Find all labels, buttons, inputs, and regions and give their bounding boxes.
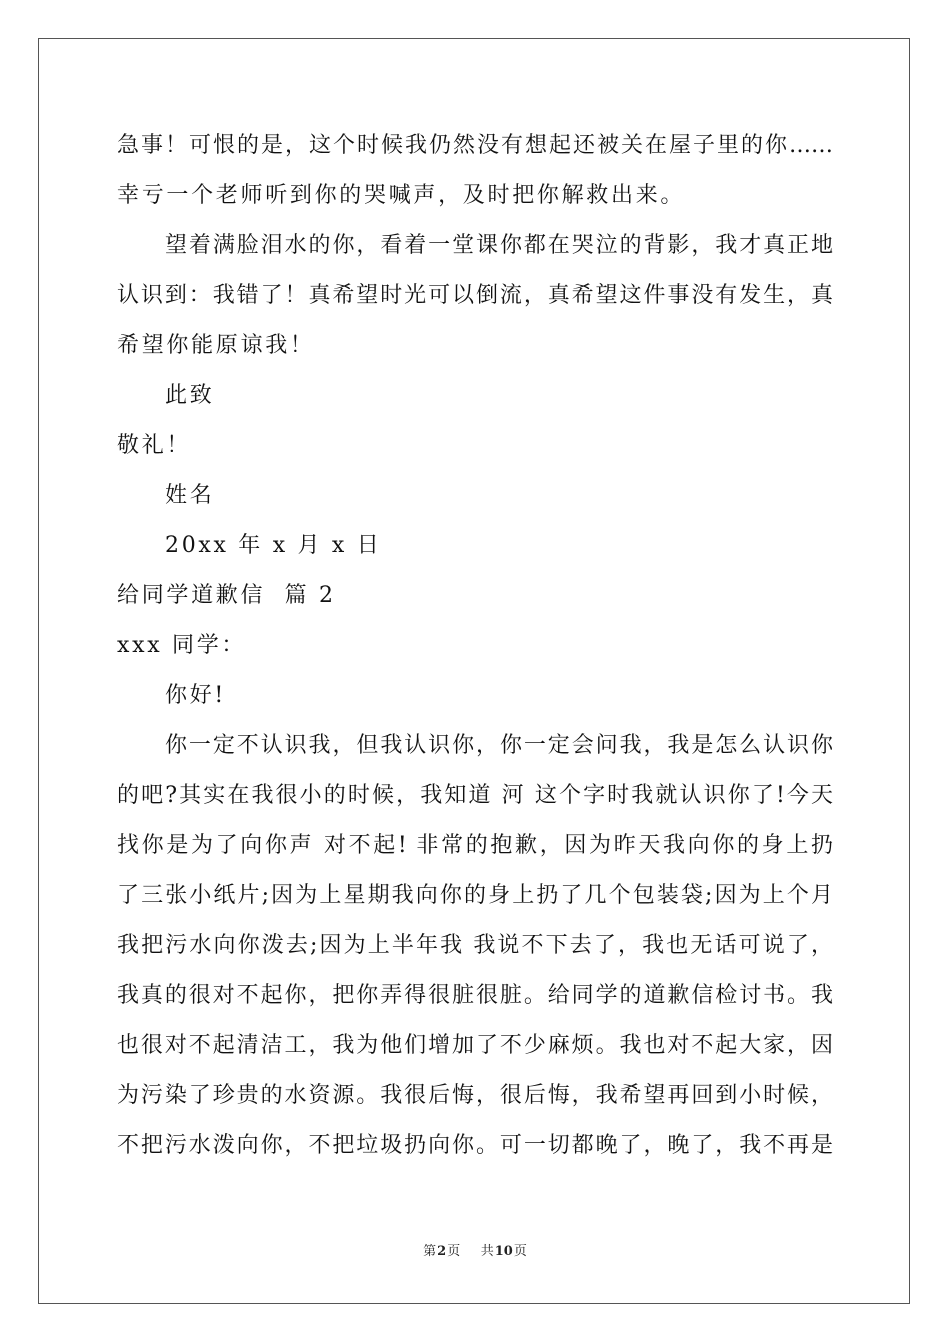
closing-salutation: 此致 (165, 383, 215, 408)
text-line: 望着满脸泪水的你，看着一堂课你都在哭泣的背影，我才真正地 (165, 233, 833, 258)
total-pages-indicator: 共10页 (480, 1244, 527, 1259)
text-line: 不把污水泼向你，不把垃圾扔向你。可一切都晚了，晚了，我不再是 (117, 1133, 833, 1158)
text-line: 也很对不起清洁工，我为他们增加了不少麻烦。我也对不起大家，因 (117, 1033, 833, 1058)
text-line: 急事！可恨的是，这个时候我仍然没有想起还被关在屋子里的你…… (117, 133, 833, 158)
greeting: 你好! (165, 683, 226, 708)
text-line: 找你是为了向你声 对不起! 非常的抱歉，因为昨天我向你的身上扔 (117, 833, 833, 858)
text-line: 我把污水向你泼去;因为上半年我 我说不下去了，我也无话可说了， (117, 933, 833, 958)
text-line: 为污染了珍贵的水资源。我很后悔，很后悔，我希望再回到小时候， (117, 1083, 833, 1108)
text-line: 幸亏一个老师听到你的哭喊声，及时把你解救出来。 (117, 183, 686, 208)
page-footer (0, 1240, 950, 1259)
page-indicator: 第2页 (423, 1244, 461, 1259)
greeting-recipient: xxx 同学： (117, 633, 247, 658)
closing-regards: 敬礼！ (117, 433, 192, 458)
text-line: 的吧?其实在我很小的时候，我知道 河 这个字时我就认识你了!今天 (117, 783, 833, 808)
text-line: 认识到：我错了！真希望时光可以倒流，真希望这件事没有发生，真 (117, 283, 833, 308)
signature-name: 姓名 (165, 483, 215, 508)
section-heading: 给同学道歉信 篇 2 (117, 583, 336, 608)
text-line: 你一定不认识我，但我认识你，你一定会问我，我是怎么认识你 (165, 733, 833, 758)
text-line: 了三张小纸片;因为上星期我向你的身上扔了几个包装袋;因为上个月 (117, 883, 833, 908)
text-line: 我真的很对不起你，把你弄得很脏很脏。给同学的道歉信检讨书。我 (117, 983, 833, 1008)
document-body (117, 121, 833, 1171)
text-line: 希望你能原谅我！ (117, 333, 315, 358)
signature-date: 20xx 年 x 月 x 日 (165, 533, 382, 558)
